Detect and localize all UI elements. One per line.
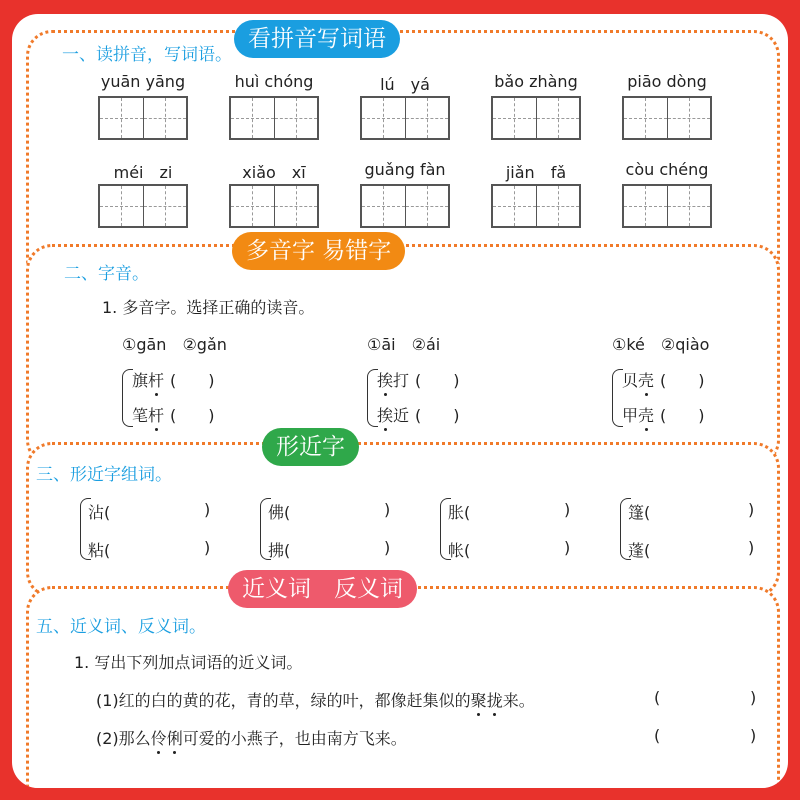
answer-paren[interactable]: ( ) [170, 406, 215, 425]
writing-grid[interactable] [491, 184, 581, 228]
worksheet [12, 14, 788, 788]
writing-grid[interactable] [491, 96, 581, 140]
section2-title: 二、字音。 [64, 264, 149, 284]
section3-title: 三、形近字组词。 [36, 465, 172, 485]
section1-pill: 看拼音写词语 [234, 20, 400, 58]
close-paren: ) [748, 500, 755, 519]
char-fo: 佛( [268, 503, 291, 522]
word-aijin: 挨近 [377, 406, 410, 425]
answer-paren[interactable]: ( ) [660, 371, 705, 390]
answer-close-paren[interactable]: ) [750, 688, 757, 707]
pinyin-10: còu chéng [625, 160, 709, 179]
pinyin-1: yuān yāng [100, 72, 186, 91]
answer-close-paren[interactable]: ) [750, 726, 757, 745]
writing-grid[interactable] [98, 96, 188, 140]
close-paren: ) [564, 500, 571, 519]
close-paren: ) [564, 538, 571, 557]
pinyin-4: bǎo zhàng [494, 72, 578, 91]
sentence-2: (2)那么伶俐可爱的小燕子，也由南方飞来。 [96, 729, 407, 748]
pinyin-5: piāo dòng [627, 72, 707, 91]
close-paren: ) [748, 538, 755, 557]
close-paren: ) [204, 538, 211, 557]
answer-paren[interactable]: ( ) [170, 371, 215, 390]
close-paren: ) [384, 500, 391, 519]
char-fu: 拂( [268, 541, 291, 560]
answer-paren[interactable]: ( ) [415, 371, 460, 390]
char-zhang2: 帐( [448, 541, 471, 560]
options-2: ①āi ②ái [367, 335, 441, 354]
section4-title: 五、近义词、反义词。 [36, 617, 206, 637]
pinyin-3: lú yá [380, 75, 430, 94]
char-peng2: 蓬( [628, 541, 651, 560]
writing-grid[interactable] [229, 184, 319, 228]
answer-open-paren[interactable]: ( [654, 726, 661, 745]
word-jiaqiao: 甲壳 [622, 406, 655, 425]
section2-pill: 多音字 易错字 [232, 232, 405, 270]
word-aida: 挨打 [377, 371, 410, 390]
section4-pill: 近义词 反义词 [228, 570, 417, 608]
char-peng: 篷( [628, 503, 651, 522]
writing-grid[interactable] [622, 184, 712, 228]
writing-grid[interactable] [360, 184, 450, 228]
section2-question: 1. 多音字。选择正确的读音。 [102, 298, 315, 317]
sentence-1: (1)红的白的黄的花，青的草，绿的叶，都像赶集似的聚拢来。 [96, 691, 535, 710]
char-zhang: 胀( [448, 503, 471, 522]
options-3: ①ké ②qiào [612, 335, 710, 354]
writing-grid[interactable] [360, 96, 450, 140]
answer-paren[interactable]: ( ) [415, 406, 460, 425]
pinyin-7: xiǎo xī [242, 163, 306, 182]
char-nian: 粘( [88, 541, 111, 560]
writing-grid[interactable] [229, 96, 319, 140]
close-paren: ) [384, 538, 391, 557]
pinyin-2: huì chóng [234, 72, 314, 91]
word-bigan: 笔杆 [132, 406, 165, 425]
section3-pill: 形近字 [262, 428, 359, 466]
word-beike: 贝壳 [622, 371, 655, 390]
section1-title: 一、读拼音，写词语。 [62, 45, 232, 65]
pinyin-8: guǎng fàn [364, 160, 446, 179]
close-paren: ) [204, 500, 211, 519]
word-qigan: 旗杆 [132, 371, 165, 390]
answer-open-paren[interactable]: ( [654, 688, 661, 707]
pinyin-6: méi zi [113, 163, 173, 182]
section4-question: 1. 写出下列加点词语的近义词。 [74, 653, 303, 672]
options-1: ①gān ②gǎn [122, 335, 227, 354]
writing-grid[interactable] [98, 184, 188, 228]
writing-grid[interactable] [622, 96, 712, 140]
answer-paren[interactable]: ( ) [660, 406, 705, 425]
pinyin-9: jiǎn fǎ [505, 163, 567, 182]
char-zhan: 沾( [88, 503, 111, 522]
